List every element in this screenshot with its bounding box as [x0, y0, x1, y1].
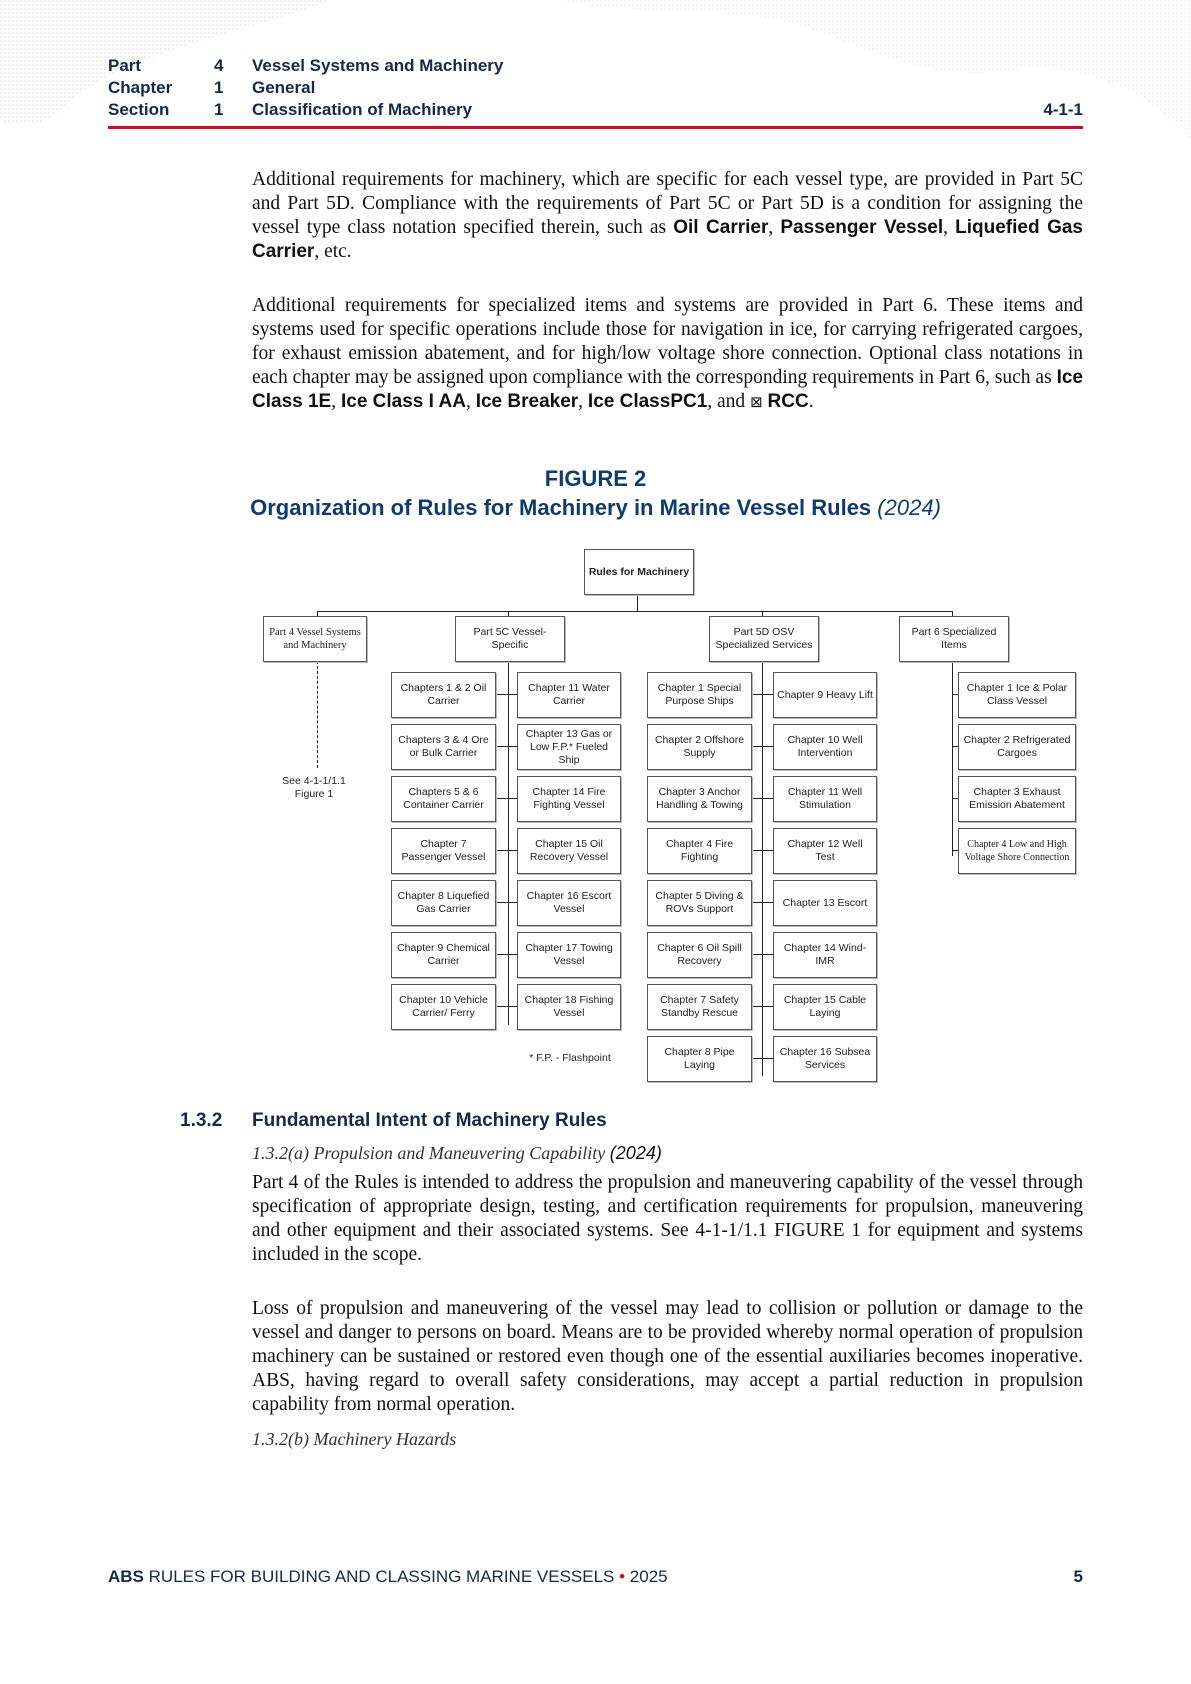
part5c-left-chapter-6: Chapter 9 Chemical Carrier — [391, 932, 496, 978]
page-number: 5 — [1073, 1567, 1083, 1586]
part5d-box: Part 5D OSV Specialized Services — [709, 616, 819, 662]
footer-separator: • — [619, 1567, 626, 1586]
intro-paragraph-2: Additional requirements for specialized items and systems are provided in Part 6. These items and systems used for specific operations include those for navigation in ice, for carrying refrigerated cargoes, for exhaust emission abatement, and for high/low voltage shore connection. Optional class notations in each chapter may be assigned upon compliance with the corresponding requirements in Part 6, such as Ice Class 1E, Ice Class I AA, Ice Breaker, Ice ClassPC1, and ⊠ RCC. — [252, 295, 1083, 412]
subsection-b-heading: 1.3.2(b) Machinery Hazards — [252, 1429, 457, 1449]
subsection-a-heading: 1.3.2(a) Propulsion and Maneuvering Capability (2024) — [252, 1143, 662, 1163]
part5c-left-chapter-7: Chapter 10 Vehicle Carrier/ Ferry — [391, 984, 496, 1030]
section-paragraph-1: Part 4 of the Rules is intended to address the propulsion and maneuvering capability of the vessel through specification of appropriate design, testing, and certification requirements for propulsion, maneuvering and other equipment and their associated systems. See 4-1-1/1.1 FIGURE 1 for equipment and systems included in the scope. — [252, 1172, 1083, 1265]
flashpoint-footnote: * F.P. - Flashpoint — [529, 1052, 611, 1064]
part5d-left-chapter-1: Chapter 1 Special Purpose Ships — [647, 672, 752, 718]
part5c-right-chapter-6: Chapter 17 Towing Vessel — [517, 932, 621, 978]
part5c-right-chapter-1: Chapter 11 Water Carrier — [517, 672, 621, 718]
section-title-1-3-2: Fundamental Intent of Machinery Rules — [252, 1110, 607, 1131]
part6-chapter-4: Chapter 4 Low and High Voltage Shore Connection — [958, 828, 1076, 874]
part6-chapter-3: Chapter 3 Exhaust Emission Abatement — [958, 776, 1076, 822]
part4-box: Part 4 Vessel Systems and Machinery — [263, 616, 367, 662]
section-title: Classification of Machinery — [252, 100, 473, 119]
part5d-left-chapter-7: Chapter 7 Safety Standby Rescue — [647, 984, 752, 1030]
part5c-right-chapter-4: Chapter 15 Oil Recovery Vessel — [517, 828, 621, 874]
section-number: 1 — [214, 100, 224, 119]
part5d-left-chapter-8: Chapter 8 Pipe Laying — [647, 1036, 752, 1082]
part5d-right-chapter-7: Chapter 15 Cable Laying — [773, 984, 877, 1030]
rules-for-machinery-box: Rules for Machinery — [584, 549, 694, 595]
part5d-right-chapter-3: Chapter 11 Well Stimulation — [773, 776, 877, 822]
part4-see-figure-note: See 4-1-1/1.1 Figure 1 — [282, 775, 346, 800]
part5c-right-chapter-5: Chapter 16 Escort Vessel — [517, 880, 621, 926]
footer-year: 2025 — [629, 1567, 668, 1586]
part-number: 4 — [214, 56, 224, 75]
intro-paragraph-1: Additional requirements for machinery, which are specific for each vessel type, are provided in Part 5C and Part 5D. Compliance with the requirements of Part 5C or Part 5D is a condition for assigning the vessel type class notation specified therein, such as Oil Carrier, Passenger Vessel, Liquefied Gas Carrier, etc. — [252, 169, 1083, 262]
part5c-right-chapter-2: Chapter 13 Gas or Low F.P.* Fueled Ship — [517, 724, 621, 770]
part5c-left-chapter-3: Chapters 5 & 6 Container Carrier — [391, 776, 496, 822]
figure-label: FIGURE 2 — [544, 466, 647, 491]
footer-brand: ABS — [108, 1567, 144, 1586]
part5d-right-chapter-1: Chapter 9 Heavy Lift — [773, 672, 877, 718]
part5c-left-chapter-1: Chapters 1 & 2 Oil Carrier — [391, 672, 496, 718]
part5c-left-chapter-4: Chapter 7 Passenger Vessel — [391, 828, 496, 874]
part5d-right-chapter-6: Chapter 14 Wind-IMR — [773, 932, 877, 978]
part5d-left-chapter-4: Chapter 4 Fire Fighting — [647, 828, 752, 874]
maltese-cross-icon: ⊠ — [750, 393, 763, 411]
section-number-1-3-2: 1.3.2 — [180, 1110, 223, 1131]
footer-title: RULES FOR BUILDING AND CLASSING MARINE VESSELS — [148, 1567, 615, 1586]
part5d-right-chapter-2: Chapter 10 Well Intervention — [773, 724, 877, 770]
part5d-right-chapter-5: Chapter 13 Escort — [773, 880, 877, 926]
section-label: Section — [108, 100, 170, 119]
section-paragraph-2: Loss of propulsion and maneuvering of the vessel may lead to collision or pollution or damage to the vessel and danger to persons on board. Means are to be provided whereby normal operation of propulsion machinery can be sustained or restored even though one of the essential auxiliaries becomes inoperative. ABS, having regard to overall safety considerations, may accept a partial reduction in propulsion capability from normal operation. — [252, 1298, 1083, 1415]
part5c-right-chapter-7: Chapter 18 Fishing Vessel — [517, 984, 621, 1030]
part-title: Vessel Systems and Machinery — [252, 56, 504, 75]
part5d-left-chapter-6: Chapter 6 Oil Spill Recovery — [647, 932, 752, 978]
chapter-label: Chapter — [108, 78, 173, 97]
part5d-right-chapter-4: Chapter 12 Well Test — [773, 828, 877, 874]
section-code: 4-1-1 — [1043, 100, 1083, 119]
part5d-left-chapter-5: Chapter 5 Diving & ROVs Support — [647, 880, 752, 926]
page-footer — [108, 1567, 1083, 1587]
part5c-box: Part 5C Vessel-Specific — [455, 616, 565, 662]
part5c-right-chapter-3: Chapter 14 Fire Fighting Vessel — [517, 776, 621, 822]
chapter-title: General — [252, 78, 316, 97]
part5d-right-chapter-8: Chapter 16 Subsea Services — [773, 1036, 877, 1082]
part6-box: Part 6 Specialized Items — [899, 616, 1009, 662]
figure-title: Organization of Rules for Machinery in Marine Vessel Rules (2024) — [250, 495, 941, 520]
part6-chapter-2: Chapter 2 Refrigerated Cargoes — [958, 724, 1076, 770]
part5c-left-chapter-5: Chapter 8 Liquefied Gas Carrier — [391, 880, 496, 926]
chapter-number: 1 — [214, 78, 224, 97]
part5c-left-chapter-2: Chapters 3 & 4 Ore or Bulk Carrier — [391, 724, 496, 770]
part5d-left-chapter-2: Chapter 2 Offshore Supply — [647, 724, 752, 770]
part-label: Part — [108, 56, 142, 75]
part6-chapter-1: Chapter 1 Ice & Polar Class Vessel — [958, 672, 1076, 718]
part5d-left-chapter-3: Chapter 3 Anchor Handling & Towing — [647, 776, 752, 822]
